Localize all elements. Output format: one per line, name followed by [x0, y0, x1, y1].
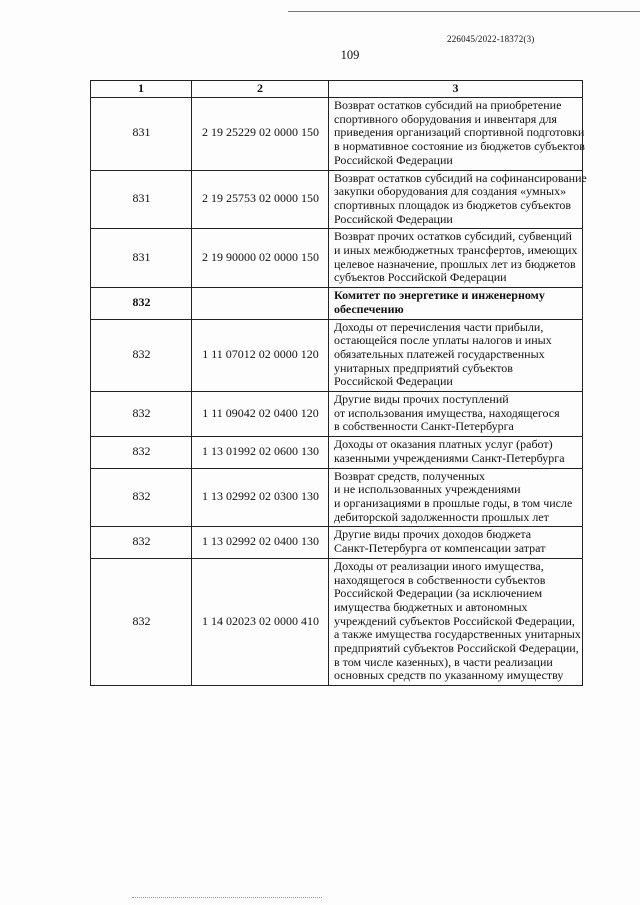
- description-line: находящегося в собственности субъектов: [334, 572, 546, 587]
- description-line: обязательных платежей государственных: [334, 346, 545, 361]
- description-line: основных средств по указанному имуществу: [334, 668, 564, 683]
- description-line: Доходы от оказания платных услуг (работ): [334, 437, 553, 452]
- description-line: субъектов Российской Федерации: [334, 270, 507, 285]
- description-line: остающейся после уплаты налогов и иных: [334, 333, 552, 348]
- description-line: и не использованных учреждениями: [334, 482, 521, 497]
- page-number: 109: [340, 48, 360, 62]
- description-cell: [329, 527, 583, 558]
- admin-code-cell: 831: [91, 98, 192, 171]
- budget-code-cell: 1 14 02023 02 0000 410: [192, 558, 329, 685]
- description-line: Российской Федерации: [334, 152, 453, 167]
- page-footer-mark: [132, 897, 322, 901]
- budget-code-cell: 2 19 25753 02 0000 150: [192, 170, 329, 229]
- description-line: Возврат средств, полученных: [334, 468, 486, 483]
- description-line: в нормативное состояние из бюджетов субъектов: [334, 139, 585, 154]
- description-line: Возврат остатков субсидий на приобретение: [334, 98, 562, 112]
- description-line: Возврат прочих остатков субсидий, субвенций: [334, 229, 572, 244]
- description-line: Российской Федерации (за исключением: [334, 586, 543, 601]
- description-line: целевое назначение, прошлых лет из бюджетов: [334, 256, 576, 271]
- budget-code-cell: 1 11 09042 02 0400 120: [192, 392, 329, 437]
- description-line: Комитет по энергетике и инженерному: [334, 288, 545, 303]
- description-line: дебиторской задолженности прошлых лет: [334, 509, 549, 524]
- description-cell: [329, 170, 587, 229]
- table-body: [91, 98, 587, 686]
- description-line: казенными учреждениями Санкт-Петербурга: [334, 450, 565, 465]
- table-row: [91, 437, 583, 468]
- description-line: Другие виды прочих доходов бюджета: [334, 527, 532, 542]
- budget-code-cell: 2 19 90000 02 0000 150: [192, 229, 329, 288]
- table-row: [91, 468, 583, 527]
- budget-code-cell: 2 19 25229 02 0000 150: [192, 98, 329, 171]
- column-header-3: 3: [329, 81, 583, 98]
- admin-code-cell: 831: [91, 170, 192, 229]
- description-line: спортивного оборудования и инвентаря для: [334, 111, 557, 126]
- description-cell: [329, 392, 583, 437]
- description-line: Санкт-Петербурга от компенсации затрат: [334, 541, 546, 556]
- column-header-2: 2: [192, 81, 329, 98]
- table-row: [91, 392, 583, 437]
- description-cell: [329, 288, 583, 319]
- description-line: приведения организаций спортивной подготовки: [334, 125, 585, 140]
- description-line: учреждений субъектов Российской Федерации,: [334, 613, 575, 628]
- description-line: и иных межбюджетных трансфертов, имеющих: [334, 243, 578, 258]
- budget-classification-table: [90, 80, 587, 686]
- budget-code-cell: 1 13 02992 02 0400 130: [192, 527, 329, 558]
- description-cell: [329, 229, 583, 288]
- description-line: от использования имущества, находящегося: [334, 405, 560, 420]
- budget-code-cell: 1 13 02992 02 0300 130: [192, 468, 329, 527]
- description-cell: [329, 98, 583, 171]
- description-line: Другие виды прочих поступлений: [334, 392, 509, 407]
- table-row: [91, 319, 583, 392]
- table-row: [91, 527, 583, 558]
- description-line: Доходы от реализации иного имущества,: [334, 558, 544, 573]
- description-cell: [329, 558, 583, 685]
- table-row: [91, 558, 583, 685]
- description-line: спортивных площадок из бюджетов субъектов: [334, 197, 572, 212]
- column-header-1: 1: [91, 81, 192, 98]
- admin-code-cell: 832: [91, 392, 192, 437]
- admin-code-cell: 832: [91, 319, 192, 392]
- admin-code-cell: 832: [91, 468, 192, 527]
- description-line: предприятий субъектов Российской Федерации,: [334, 641, 579, 656]
- description-line: унитарных предприятий субъектов: [334, 360, 513, 375]
- table-header-row: [91, 81, 583, 98]
- description-line: закупки оборудования для создания «умных»: [334, 184, 567, 199]
- budget-code-cell: 1 11 07012 02 0000 120: [192, 319, 329, 392]
- admin-code-cell: 832: [91, 437, 192, 468]
- description-line: Российской Федерации: [334, 374, 453, 389]
- admin-code-cell: 832: [91, 558, 192, 685]
- description-cell: [329, 319, 583, 392]
- budget-code-cell: 1 13 01992 02 0600 130: [192, 437, 329, 468]
- admin-code-cell: 831: [91, 229, 192, 288]
- admin-code-cell: 832: [91, 527, 192, 558]
- table-row: [91, 288, 583, 319]
- top-rule: [288, 11, 640, 12]
- description-line: Доходы от перечисления части прибыли,: [334, 319, 544, 334]
- table-row: [91, 229, 583, 288]
- description-line: и организациями в прошлые годы, в том числе: [334, 495, 573, 510]
- description-line: имущества бюджетных и автономных: [334, 599, 528, 614]
- description-line: обеспечению: [334, 301, 404, 316]
- description-line: в том числе казенных), в части реализации: [334, 654, 553, 669]
- description-line: Российской Федерации: [334, 211, 453, 226]
- document-number: 226045/2022-18372(3): [447, 34, 535, 44]
- description-cell: [329, 468, 583, 527]
- table-row: [91, 98, 583, 171]
- description-line: а также имущества государственных унитарных: [334, 627, 581, 642]
- description-line: в собственности Санкт-Петербурга: [334, 419, 514, 434]
- description-cell: [329, 437, 583, 468]
- table-row: [91, 170, 583, 229]
- description-line: Возврат остатков субсидий на софинансирование: [334, 170, 587, 185]
- budget-code-cell: [192, 288, 329, 319]
- admin-code-cell: 832: [91, 288, 192, 319]
